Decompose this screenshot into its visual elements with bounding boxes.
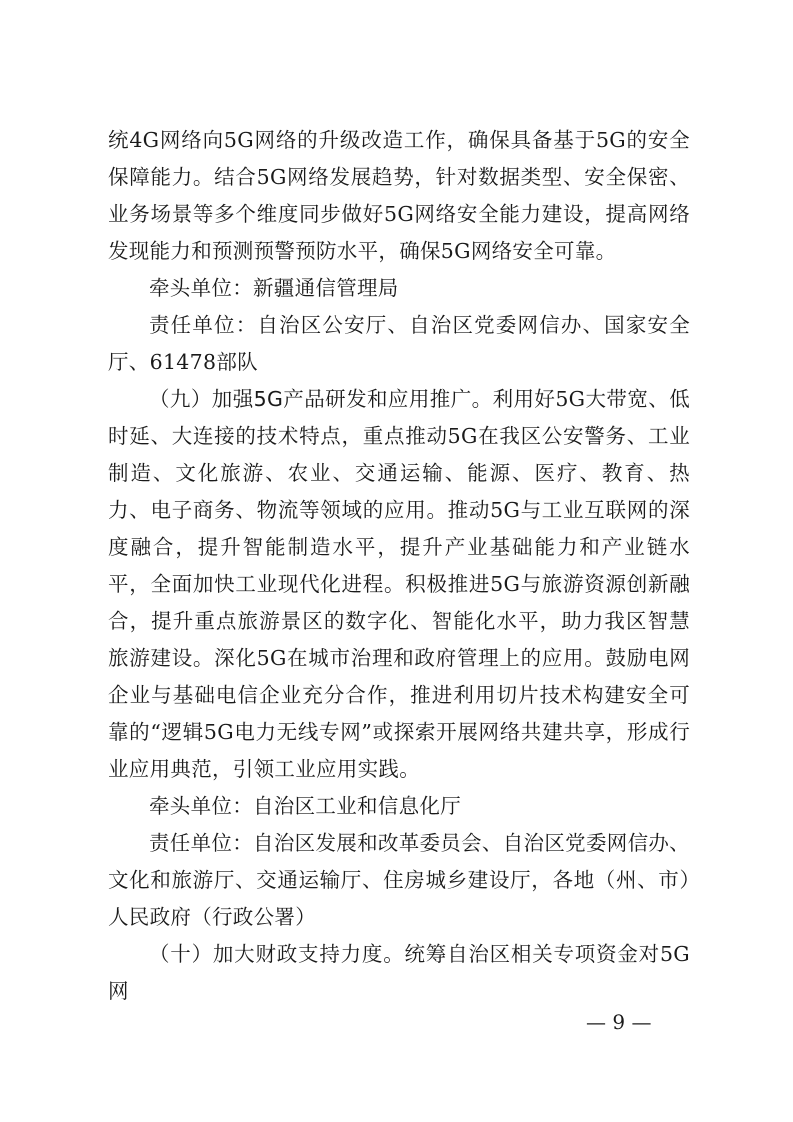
lead-unit-line <box>108 270 690 307</box>
responsible-unit-line <box>108 825 690 936</box>
paragraph-text: 责任单位：自治区公安厅、自治区党委网信办、国家安全厅、61478部队 <box>108 313 690 374</box>
paragraph-text: 统4G网络向5G网络的升级改造工作，确保具备基于5G的安全保障能力。结合5G网络发展趋势，针对数据类型、安全保密、业务场景等多个维度同步做好5G网络安全能力建设，提高网络发现能力和预测预警预防水平，确保5G网络安全可靠。 <box>108 128 690 263</box>
responsible-unit-line <box>108 307 690 381</box>
body-text <box>108 122 690 1010</box>
section-paragraph-10 <box>108 936 690 1010</box>
page-number: — 9 — <box>586 1010 652 1034</box>
section-heading: （九）加强5G产品研发和应用推广。 <box>149 387 493 411</box>
paragraph-text: 牵头单位：自治区工业和信息化厅 <box>149 794 461 818</box>
paragraph-text: 牵头单位：新疆通信管理局 <box>149 276 399 300</box>
paragraph-text: 统筹自治区相关专项资金对5G网 <box>108 942 690 1003</box>
lead-unit-line <box>108 788 690 825</box>
paragraph-text: 责任单位：自治区发展和改革委员会、自治区党委网信办、文化和旅游厅、交通运输厅、住房城乡建设厅，各地（州、市）人民政府（行政公署） <box>108 831 690 929</box>
section-paragraph-9 <box>108 381 690 788</box>
paragraph-continuation <box>108 122 690 270</box>
paragraph-text: 利用好5G大带宽、低时延、大连接的技术特点，重点推动5G在我区公安警务、工业制造、文化旅游、农业、交通运输、能源、医疗、教育、热力、电子商务、物流等领域的应用。推动5G与工业互联网的深度融合，提升智能制造水平，提升产业基础能力和产业链水平，全面加快工业现代化进程。积极推进5G与旅游资源创新融合，提升重点旅游景区的数字化、智能化水平，助力我区智慧旅游建设。深化5G在城市治理和政府管理上的应用。鼓励电网企业与基础电信企业充分合作，推进利用切片技术构建安全可靠的“逻辑5G电力无线专网”或探索开展网络共建共享，形成行业应用典范，引领工业应用实践。 <box>108 387 690 781</box>
section-heading: （十）加大财政支持力度。 <box>149 942 405 966</box>
